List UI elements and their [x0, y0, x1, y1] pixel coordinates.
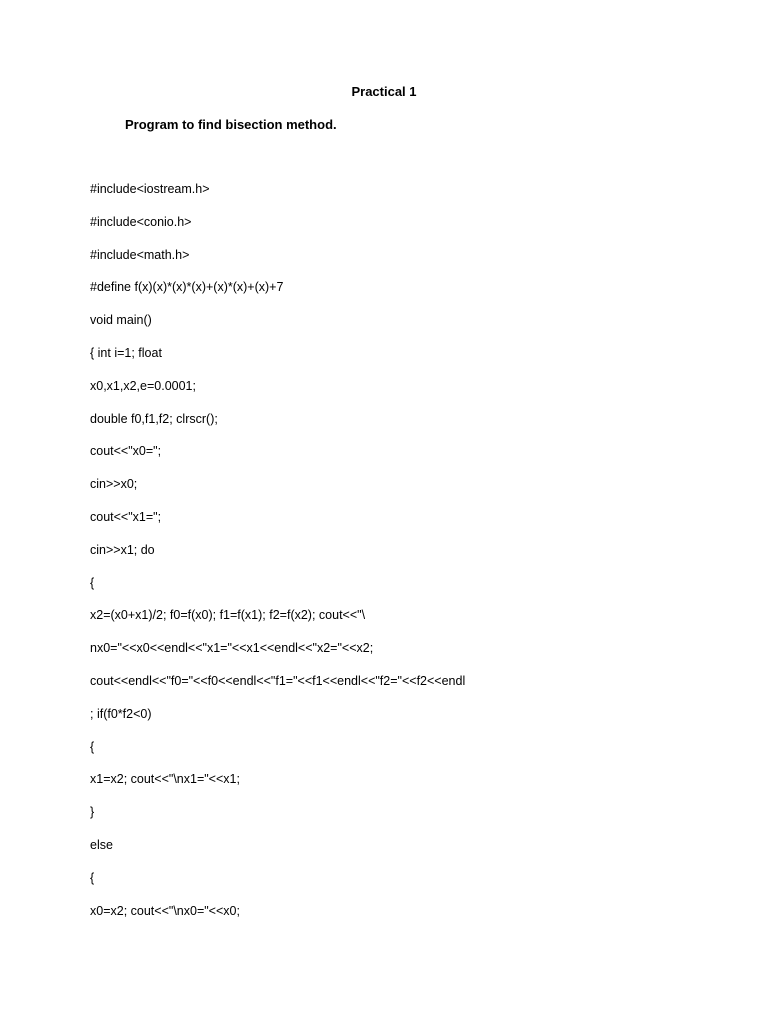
- code-line: #include<conio.h>: [90, 214, 192, 229]
- code-line: cout<<endl<<"f0="<<f0<<endl<<"f1="<<f1<<endl<<"f2="<<f2<<endl: [90, 673, 466, 688]
- program-heading: Program to find bisection method.: [125, 117, 337, 132]
- code-line: {: [90, 870, 95, 885]
- code-line: double f0,f1,f2; clrscr();: [90, 411, 218, 426]
- code-line: ; if(f0*f2<0): [90, 706, 152, 721]
- code-line: else: [90, 837, 113, 852]
- code-listing: [90, 181, 465, 935]
- code-line: nx0="<<x0<<endl<<"x1="<<x1<<endl<<"x2="<<x2;: [90, 641, 374, 656]
- code-line: x1=x2; cout<<"\nx1="<<x1;: [90, 772, 240, 787]
- code-line: x0,x1,x2,e=0.0001;: [90, 378, 196, 393]
- code-line: }: [90, 805, 95, 820]
- code-line: {: [90, 739, 95, 754]
- code-line: #include<iostream.h>: [90, 182, 210, 196]
- code-line: {: [90, 575, 95, 590]
- page-title: [0, 83, 768, 100]
- code-line: { int i=1; float: [90, 345, 162, 360]
- code-line: cout<<"x1=";: [90, 509, 162, 524]
- code-line: cin>>x1; do: [90, 542, 155, 557]
- code-line: #include<math.h>: [90, 247, 190, 262]
- code-line: void main(): [90, 313, 152, 328]
- code-line: cin>>x0;: [90, 477, 138, 492]
- code-line: x2=(x0+x1)/2; f0=f(x0); f1=f(x1); f2=f(x2); cout<<"\: [90, 608, 366, 623]
- code-line: #define f(x)(x)*(x)*(x)+(x)*(x)+(x)+7: [90, 280, 284, 295]
- code-line: cout<<"x0=";: [90, 444, 162, 459]
- code-line: x0=x2; cout<<"\nx0="<<x0;: [90, 903, 240, 918]
- page-title-text: Practical 1: [351, 84, 417, 99]
